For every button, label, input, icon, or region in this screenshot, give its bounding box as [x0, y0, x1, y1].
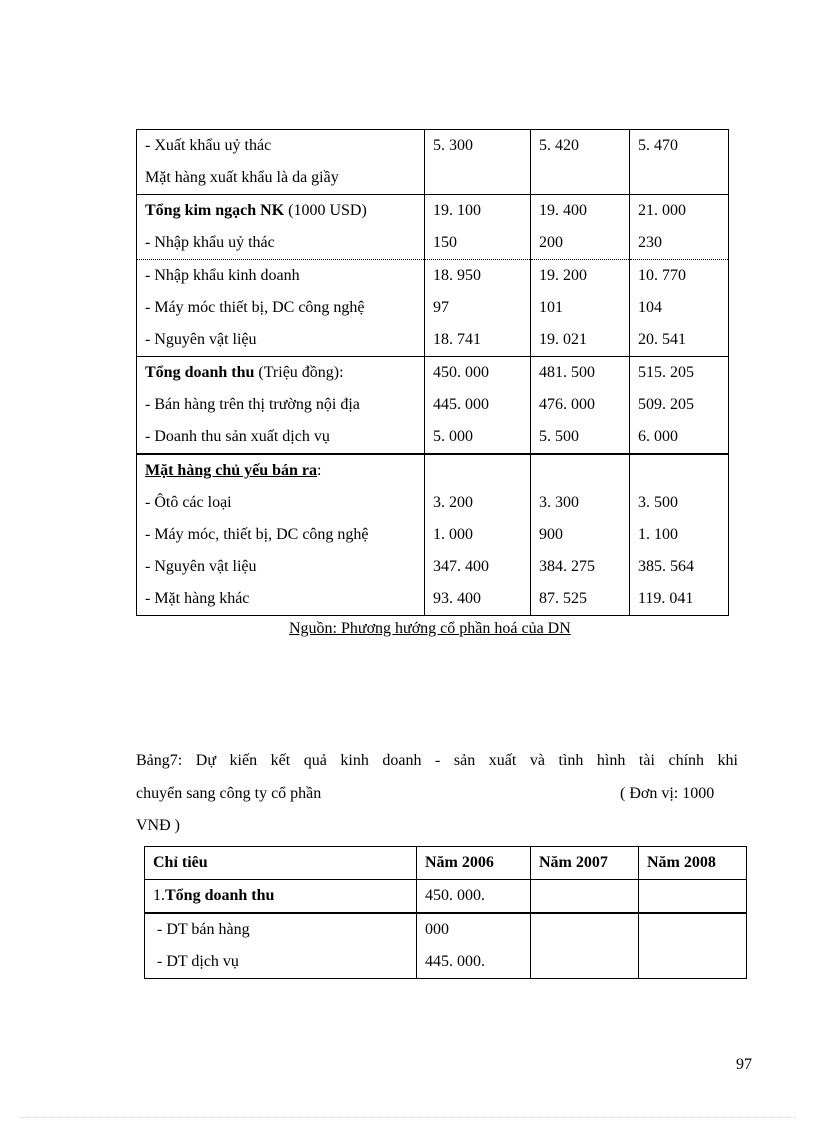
row-label	[137, 357, 425, 390]
table-row	[137, 357, 729, 390]
value-line: 000	[425, 921, 449, 938]
table-row	[137, 519, 729, 551]
sub-label: - DT bán hàng	[157, 921, 250, 938]
table-row	[137, 227, 729, 260]
table-row	[137, 130, 729, 163]
value-line: 445. 000.	[425, 953, 485, 970]
value-cell	[425, 454, 531, 487]
page-bottom-divider	[20, 1117, 796, 1118]
table-row	[137, 260, 729, 293]
caption-text: chuyển sang công ty cổ phần	[136, 785, 322, 802]
value-cell: 101	[531, 292, 630, 324]
row-label-bold: Mặt hàng chủ yếu bán ra	[145, 462, 318, 479]
value-cell	[425, 162, 531, 195]
value-cell: 18. 950	[425, 260, 531, 293]
row-label: - Máy móc thiết bị, DC công nghệ	[137, 292, 425, 324]
value-cell	[531, 454, 630, 487]
value-cell: 104	[630, 292, 729, 324]
value-cell: 200	[531, 227, 630, 260]
table-row	[137, 551, 729, 583]
value-cell: 19. 021	[531, 324, 630, 357]
column-header: Năm 2007	[531, 847, 639, 880]
value-cell: 900	[531, 519, 630, 551]
value-cell	[639, 913, 747, 979]
value-cell: 481. 500	[531, 357, 630, 390]
row-label: Mặt hàng xuất khẩu là da giầy	[137, 162, 425, 195]
table-row	[137, 195, 729, 228]
value-cell: 19. 200	[531, 260, 630, 293]
table-row	[145, 880, 747, 914]
forecast-table	[144, 846, 747, 979]
value-cell: 3. 500	[630, 487, 729, 519]
row-label: - Ôtô các loại	[137, 487, 425, 519]
value-cell: 10. 770	[630, 260, 729, 293]
value-cell: 6. 000	[630, 421, 729, 454]
financial-indicators-table	[136, 129, 729, 616]
row-label-bold: Tổng doanh thu	[145, 364, 255, 381]
value-cell: 5. 000	[425, 421, 531, 454]
row-label: - Máy móc, thiết bị, DC công nghệ	[137, 519, 425, 551]
table-row	[145, 913, 747, 979]
value-cell: 347. 400	[425, 551, 531, 583]
value-cell	[531, 913, 639, 979]
value-cell: 230	[630, 227, 729, 260]
unit-note: ( Đơn vị: 1000	[620, 785, 715, 802]
value-cell	[531, 162, 630, 195]
value-cell: 93. 400	[425, 583, 531, 616]
value-cell: 18. 741	[425, 324, 531, 357]
value-cell: 19. 400	[531, 195, 630, 228]
page-number: 97	[736, 1056, 752, 1073]
row-label: - Xuất khẩu uỷ thác	[137, 130, 425, 163]
table-row	[137, 389, 729, 421]
value-cell: 445. 000	[425, 389, 531, 421]
value-cell: 450. 000	[425, 357, 531, 390]
value-cell: 97	[425, 292, 531, 324]
value-cell: 5. 420	[531, 130, 630, 163]
row-label	[145, 913, 417, 979]
row-label-rest: (Triệu đồng):	[254, 364, 344, 381]
table-row	[137, 421, 729, 454]
row-label: - Doanh thu sản xuất dịch vụ	[137, 421, 425, 454]
value-cell: 87. 525	[531, 583, 630, 616]
value-cell: 119. 041	[630, 583, 729, 616]
value-cell: 515. 205	[630, 357, 729, 390]
value-cell: 1. 100	[630, 519, 729, 551]
table-caption-line-1: Bảng7: Dự kiến kết quả kinh doanh - sản xuất và tình hình tài chính khi	[136, 752, 738, 769]
row-label: 1.Tổng doanh thu	[145, 880, 417, 914]
table-row	[137, 162, 729, 195]
table-caption-line-2	[136, 778, 738, 810]
value-cell: 476. 000	[531, 389, 630, 421]
table-row	[137, 487, 729, 519]
row-label: - Mặt hàng khác	[137, 583, 425, 616]
value-cell: 450. 000.	[417, 880, 531, 914]
value-cell	[639, 880, 747, 914]
row-label-bold: Tổng kim ngạch NK	[145, 202, 285, 219]
table-row	[137, 583, 729, 616]
table-row	[137, 454, 729, 487]
value-cell: 1. 000	[425, 519, 531, 551]
row-label	[137, 454, 425, 487]
row-label	[137, 195, 425, 228]
table-row	[137, 324, 729, 357]
value-cell	[417, 913, 531, 979]
value-cell	[531, 880, 639, 914]
column-header: Năm 2008	[639, 847, 747, 880]
row-label: - Nguyên vật liệu	[137, 324, 425, 357]
value-cell: 19. 100	[425, 195, 531, 228]
table-caption-line-3: VNĐ )	[136, 817, 180, 834]
value-cell: 150	[425, 227, 531, 260]
value-cell: 384. 275	[531, 551, 630, 583]
table-row	[137, 292, 729, 324]
value-cell: 20. 541	[630, 324, 729, 357]
table-header-row	[145, 847, 747, 880]
column-header: Chỉ tiêu	[145, 847, 417, 880]
row-label: - Nhập khẩu uỷ thác	[137, 227, 425, 260]
value-cell: 385. 564	[630, 551, 729, 583]
value-cell: 5. 500	[531, 421, 630, 454]
row-label-rest: :	[317, 462, 322, 479]
row-label: - Nguyên vật liệu	[137, 551, 425, 583]
value-cell: 5. 300	[425, 130, 531, 163]
value-cell: 21. 000	[630, 195, 729, 228]
value-cell: 509. 205	[630, 389, 729, 421]
table-source-note: Nguồn: Phương hướng cổ phần hoá của DN	[289, 620, 571, 637]
column-header: Năm 2006	[417, 847, 531, 880]
row-label: - Bán hàng trên thị trường nội địa	[137, 389, 425, 421]
value-cell: 3. 300	[531, 487, 630, 519]
value-cell	[630, 454, 729, 487]
value-cell: 3. 200	[425, 487, 531, 519]
row-label-rest: (1000 USD)	[284, 202, 367, 219]
sub-label: - DT dịch vụ	[157, 953, 239, 970]
value-cell: 5. 470	[630, 130, 729, 163]
row-label: - Nhập khẩu kinh doanh	[137, 260, 425, 293]
value-cell	[630, 162, 729, 195]
